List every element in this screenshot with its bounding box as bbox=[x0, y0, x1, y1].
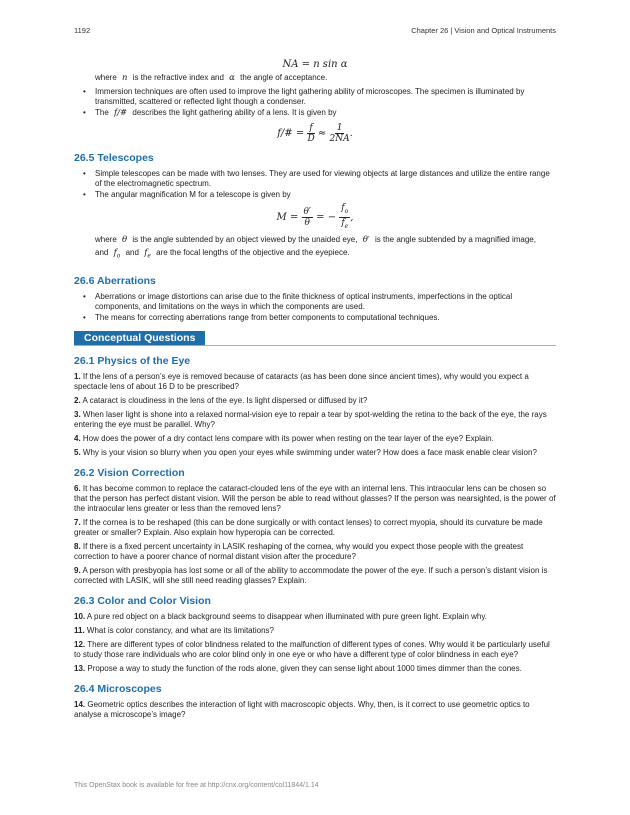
section-heading: 26.2 Vision Correction bbox=[74, 467, 185, 480]
question bbox=[74, 626, 556, 636]
question bbox=[74, 664, 556, 674]
footer-note: This OpenStax book is available for free at http://cnx.org/content/col11844/1.14 bbox=[74, 782, 319, 789]
question-number: 14. bbox=[74, 700, 86, 710]
subscript: e bbox=[344, 222, 349, 230]
math-f: f bbox=[144, 247, 148, 258]
list-item: • Immersion techniques are often used to improve the light gathering ability of microscopes. The specimen is illuminated by transmitted, scattered or reflected light though a condenser. bbox=[95, 87, 556, 107]
question-text: There are different types of color blindness related to the malfunction of different types of cones. Why would it be particularly useful to study those rare individuals who are color blind only in one eye or who have a different type of color blindness in each eye? bbox=[74, 640, 550, 660]
question bbox=[74, 542, 556, 562]
question-text: A cataract is cloudiness in the lens of the eye. Is light dispersed or diffused by it? bbox=[82, 396, 368, 406]
denominator bbox=[341, 218, 348, 232]
denominator: θ bbox=[304, 217, 310, 228]
text: the angle of acceptance. bbox=[240, 73, 328, 82]
conceptual-questions-bar bbox=[74, 331, 556, 346]
question-number: 11. bbox=[74, 626, 85, 636]
question-number: 5. bbox=[74, 448, 81, 458]
question-number: 9. bbox=[74, 566, 81, 576]
question bbox=[74, 396, 556, 406]
numerator: f bbox=[309, 123, 313, 133]
question bbox=[74, 372, 556, 392]
bullet-list-aberrations bbox=[74, 292, 556, 323]
math-theta: θ bbox=[122, 234, 128, 245]
approx-sign: ≈ bbox=[317, 128, 327, 139]
question-number: 3. bbox=[74, 410, 81, 420]
question bbox=[74, 448, 556, 458]
math-f: f bbox=[341, 203, 345, 213]
question-text: Geometric optics describes the interaction of light with macroscopic objects. Why, then, is it correct to use geometric optics to analyse a microscope’s image? bbox=[74, 700, 530, 720]
question-text: A person with presbyopia has lost some or all of the ability to accommodate the power of the eye. If such a person’s distant vision is corrected with LASIK, will she still need reading glasses? Explain. bbox=[74, 566, 548, 586]
question bbox=[74, 640, 556, 660]
page-number: 1192 bbox=[74, 26, 91, 35]
section-heading: 26.3 Color and Color Vision bbox=[74, 595, 211, 608]
question-number: 1. bbox=[74, 372, 81, 382]
numerator: θ′ bbox=[303, 206, 311, 217]
question-text: If the cornea is to be reshaped (this can be done surgically or with contact lenses) to correct myopia, should its curvature be made greater or smaller? Explain. Also explain how hyperopia can be corrected. bbox=[74, 518, 543, 538]
text: where bbox=[95, 73, 117, 82]
list-item bbox=[95, 108, 556, 118]
fraction bbox=[339, 203, 350, 232]
page-content bbox=[74, 58, 556, 724]
where-theta bbox=[95, 235, 556, 245]
question-number: 7. bbox=[74, 518, 81, 528]
question-text: When laser light is shone into a relaxed normal-vision eye to repair a tear by spot-welding the retina to the back of the eye, the rays entering the eye must be parallel. Why? bbox=[74, 410, 547, 430]
equation-magnification bbox=[74, 203, 556, 232]
question-text: It has become common to replace the cataract-clouded lens of the eye with an internal lens. This intraocular lens can be chosen so that the person has perfect distant vision. Will the person be able to read without glasses? If the person was nearsighted, is the power of the intraocular lens greater or less than the removed lens? bbox=[74, 484, 556, 514]
question bbox=[74, 484, 556, 514]
question-number: 4. bbox=[74, 434, 81, 444]
text: describes the light gathering ability of a lens. It is given by bbox=[132, 108, 337, 117]
fraction bbox=[330, 123, 350, 144]
text: is the angle subtended by a magnified image, bbox=[374, 234, 536, 244]
math-fe bbox=[141, 248, 154, 258]
denominator: 2NA bbox=[329, 134, 350, 144]
text: are the focal lengths of the objective and the eyepiece. bbox=[156, 247, 350, 257]
question bbox=[74, 566, 556, 586]
question-number: 12. bbox=[74, 640, 86, 650]
math-f: f bbox=[113, 247, 117, 258]
equation-fnumber bbox=[74, 123, 556, 144]
question bbox=[74, 518, 556, 538]
question-text: If there is a fixed percent uncertainty in LASIK reshaping of the cornea, why would you expect those people with the greatest correction to have a poorer chance of normal distant vision after the procedure? bbox=[74, 542, 524, 562]
section-heading: 26.1 Physics of the Eye bbox=[74, 355, 191, 368]
conceptual-questions-title: Conceptual Questions bbox=[74, 331, 205, 345]
text: is the angle subtended by an object viewed by the unaided eye, bbox=[132, 234, 358, 244]
math-f: f bbox=[341, 217, 345, 228]
fraction bbox=[307, 123, 314, 144]
bullet-list-telescopes bbox=[74, 169, 556, 200]
text: where bbox=[95, 234, 117, 244]
math-alpha: α bbox=[229, 73, 235, 83]
punct: , bbox=[350, 211, 354, 223]
equation-numerical-aperture: NA = n sin α bbox=[282, 59, 348, 70]
math-n: n bbox=[122, 73, 128, 83]
section-heading: 26.6 Aberrations bbox=[74, 275, 156, 288]
section-heading: 26.5 Telescopes bbox=[74, 152, 154, 164]
math-fo bbox=[111, 248, 124, 258]
text: and bbox=[95, 247, 109, 257]
question-text: A pure red object on a black background seems to disappear when illuminated with pure green light. Explain why. bbox=[86, 612, 487, 622]
question-number: 2. bbox=[74, 396, 81, 406]
fraction bbox=[302, 207, 313, 228]
chapter-header: Chapter 26 | Vision and Optical Instruments bbox=[411, 26, 556, 35]
question-text: If the lens of a person’s eye is removed because of cataracts (as has been done since ancient times), why would you expect a spectacle lens of about 16 D to be prescribed? bbox=[74, 372, 529, 392]
denominator: D bbox=[307, 134, 315, 144]
question-text: How does the power of a dry contact lens compare with its power when resting on the tear layer of the eye? Explain. bbox=[82, 434, 494, 444]
question bbox=[74, 434, 556, 444]
question bbox=[74, 612, 556, 622]
where-focal bbox=[95, 248, 556, 262]
eq-lhs: f/# = bbox=[277, 128, 305, 139]
eq-sign: = − bbox=[316, 211, 337, 223]
punct: . bbox=[349, 128, 353, 139]
math-theta-prime: θ′ bbox=[362, 234, 370, 245]
numerator: 1 bbox=[336, 123, 343, 133]
question bbox=[74, 410, 556, 430]
math-fnumber: f/# bbox=[114, 108, 128, 118]
where-na bbox=[95, 73, 556, 83]
bullet-list-top bbox=[74, 87, 556, 118]
question bbox=[74, 700, 556, 720]
text: and bbox=[125, 247, 139, 257]
numerator bbox=[339, 203, 350, 218]
eq-lhs: M = bbox=[276, 211, 299, 223]
question-text: What is color constancy, and what are its limitations? bbox=[86, 626, 274, 636]
text: The bbox=[95, 108, 109, 117]
list-item: • The angular magnification M for a telescope is given by bbox=[95, 190, 556, 200]
question-text: Propose a way to study the function of the rods alone, given they can sense light about 1000 times dimmer than the cones. bbox=[87, 664, 522, 674]
subscript: o bbox=[344, 207, 349, 215]
list-item: • The means for correcting aberrations range from better components to computational techniques. bbox=[95, 313, 556, 323]
section-heading: 26.4 Microscopes bbox=[74, 683, 162, 696]
question-text: Why is your vision so blurry when you open your eyes while swimming under water? How does a face mask enable clear vision? bbox=[82, 448, 537, 458]
text: is the refractive index and bbox=[132, 73, 224, 82]
subscript: e bbox=[147, 252, 151, 260]
list-item: • Simple telescopes can be made with two lenses. They are used for viewing objects at large distances and utilize the entire range of the electromagnetic spectrum. bbox=[95, 169, 556, 189]
question-number: 10. bbox=[74, 612, 86, 622]
question-number: 8. bbox=[74, 542, 81, 552]
question-number: 13. bbox=[74, 664, 86, 674]
subscript: o bbox=[116, 252, 121, 260]
list-item: • Aberrations or image distortions can arise due to the finite thickness of optical instruments, imperfections in the optical components, and limitations on the ways in which the components are used. bbox=[95, 292, 556, 312]
question-number: 6. bbox=[74, 484, 81, 494]
